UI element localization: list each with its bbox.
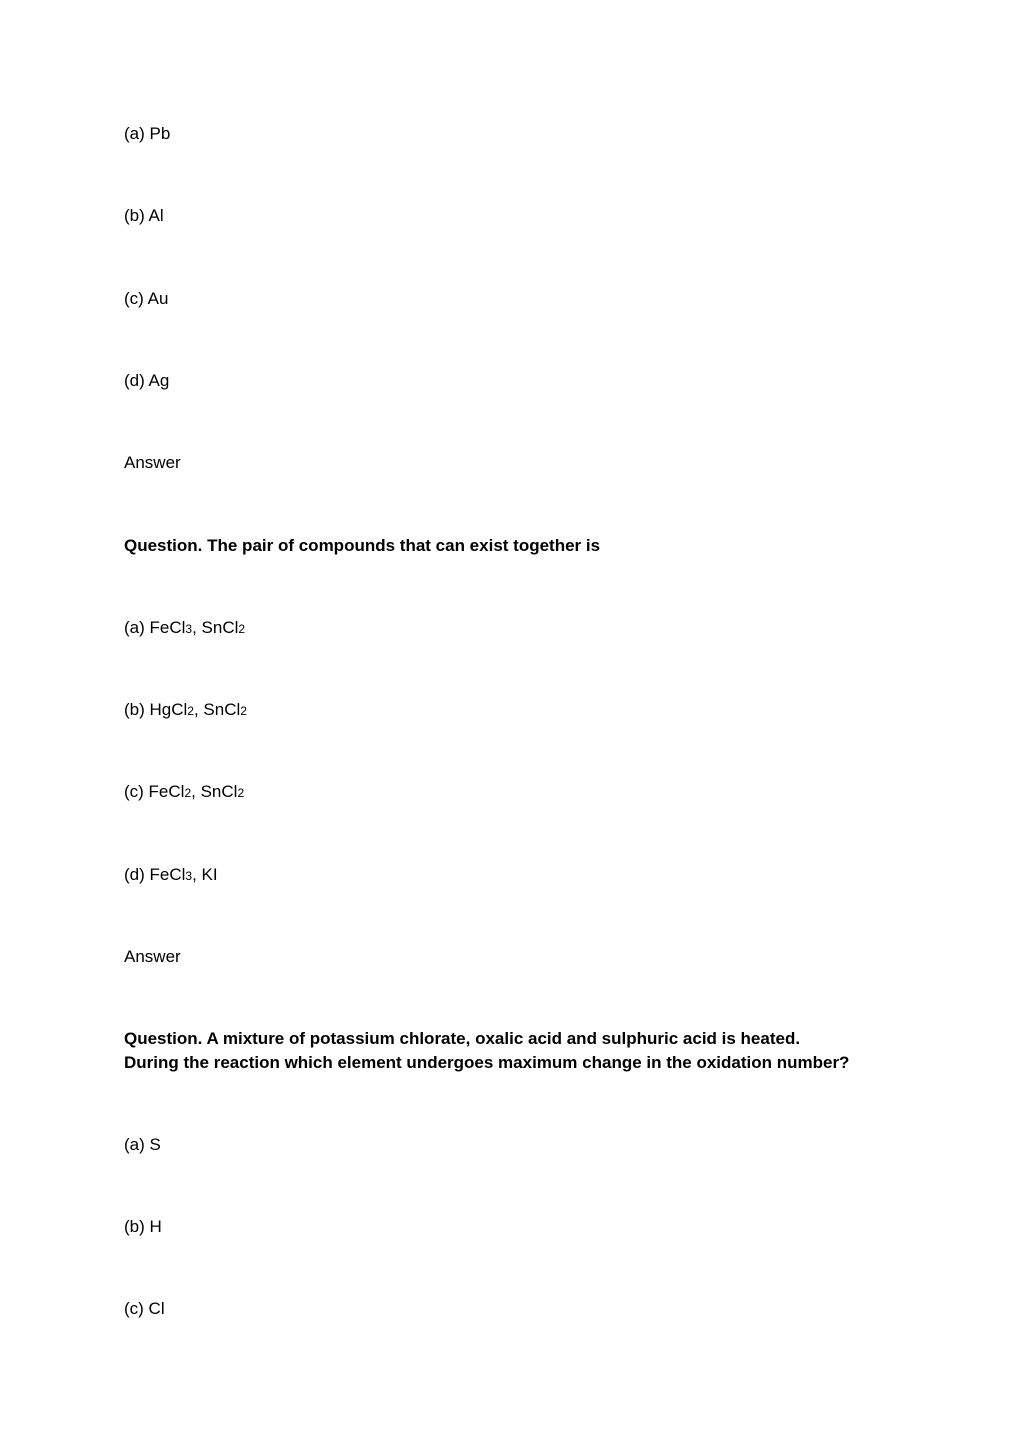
question-heading-line2: During the reaction which element undergoes maximum change in the oxidation number? <box>124 1053 850 1072</box>
option-text: (d) FeCl <box>124 865 186 884</box>
option-c: (c) Cl <box>124 1299 165 1318</box>
option-d <box>124 863 218 888</box>
option-b: (b) Al <box>124 206 164 225</box>
option-a: (a) Pb <box>124 124 171 143</box>
option-c <box>124 780 244 805</box>
option-text: , KI <box>192 865 218 884</box>
question-heading-line1: Question. A mixture of potassium chlorate, oxalic acid and sulphuric acid is heated. <box>124 1029 801 1048</box>
subscript: 2 <box>238 622 246 636</box>
option-b: (b) H <box>124 1217 162 1236</box>
subscript: 3 <box>185 869 193 883</box>
subscript: 2 <box>187 704 194 718</box>
subscript: 2 <box>240 704 247 718</box>
answer-label: Answer <box>124 947 181 966</box>
option-d: (d) Ag <box>124 371 170 390</box>
subscript: 2 <box>237 786 245 800</box>
option-a <box>124 616 245 641</box>
option-text: (b) HgCl <box>124 700 188 719</box>
option-text: , SnCl <box>192 618 239 637</box>
option-c: (c) Au <box>124 289 169 308</box>
option-b <box>124 698 247 723</box>
subscript: 3 <box>185 622 193 636</box>
option-text: , SnCl <box>193 700 241 719</box>
question-heading: Question. The pair of compounds that can exist together is <box>124 536 601 555</box>
subscript: 2 <box>184 786 192 800</box>
option-text: , SnCl <box>191 782 238 801</box>
option-a: (a) S <box>124 1135 161 1154</box>
option-text: (a) FeCl <box>124 618 186 637</box>
answer-label: Answer <box>124 453 181 472</box>
option-text: (c) FeCl <box>124 782 185 801</box>
